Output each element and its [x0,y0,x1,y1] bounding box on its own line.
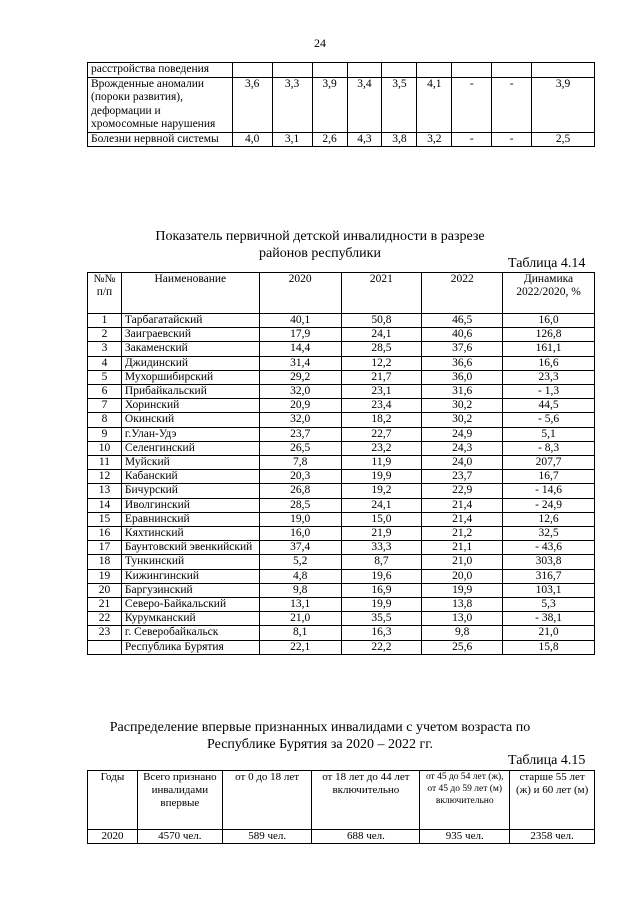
cell-name: Республика Бурятия [121,640,259,654]
cell-dynamics: 23,3 [503,370,595,384]
cell-dynamics: 12,6 [503,512,595,526]
cell-name: Курумканский [121,612,259,626]
cell-value: 4,0 [232,132,272,147]
section2-title [0,719,640,753]
cell-dynamics: - 14,6 [503,484,595,498]
header-name: Наименование [121,273,259,314]
cell-2022: 40,6 [422,328,503,342]
table-4-15 [87,770,595,844]
table-header-row [88,273,595,314]
cell-name: Прибайкальский [121,385,259,399]
table-row [88,328,595,342]
cell-value: 4570 чел. [137,830,222,844]
table-row [88,413,595,427]
cell-2021: 35,5 [341,612,422,626]
cell-name: Северо-Байкальский [121,598,259,612]
cell-name: Заиграевский [121,328,259,342]
cell-dynamics: - 8,3 [503,441,595,455]
cell-dynamics: 303,8 [503,555,595,569]
cell-2021: 8,7 [341,555,422,569]
cell-2020: 31,4 [259,356,341,370]
cell-2020: 8,1 [259,626,341,640]
cell-dynamics: 16,6 [503,356,595,370]
table-row [88,498,595,512]
header-total: Всего признано инвалидами впервые [137,771,222,830]
cell-2021: 21,9 [341,527,422,541]
cell-dynamics: - 5,6 [503,413,595,427]
cell-2022: 46,5 [422,314,503,328]
cell-value: 935 чел. [420,830,510,844]
table-row [88,626,595,640]
cell-value [417,63,452,78]
row-name: расстройства поведения [88,63,233,78]
cell-2021: 22,7 [341,427,422,441]
cell-dynamics: 103,1 [503,583,595,597]
table-row [88,370,595,384]
cell-value: 688 чел. [312,830,420,844]
cell-num: 18 [88,555,122,569]
cell-dynamics: 5,3 [503,598,595,612]
cell-2022: 22,9 [422,484,503,498]
cell-dynamics: 16,0 [503,314,595,328]
cell-value: - [452,77,492,132]
cell-2020: 20,9 [259,399,341,413]
cell-2022: 21,0 [422,555,503,569]
cell-2021: 23,2 [341,441,422,455]
cell-dynamics: 207,7 [503,456,595,470]
header-2021: 2021 [341,273,422,314]
cell-2020: 7,8 [259,456,341,470]
table-row [88,612,595,626]
section1-title-line2: районов республики [259,246,381,261]
cell-2021: 23,1 [341,385,422,399]
cell-num: 5 [88,370,122,384]
table-row [88,569,595,583]
cell-name: Муйский [121,456,259,470]
table-row [88,456,595,470]
cell-value [492,63,532,78]
cell-value: 4,1 [417,77,452,132]
cell-dynamics: 21,0 [503,626,595,640]
cell-value: - [492,77,532,132]
cell-2021: 11,9 [341,456,422,470]
cell-dynamics: 32,5 [503,527,595,541]
section2-title-line2: Республике Бурятия за 2020 – 2022 гг. [207,737,433,752]
cell-2022: 13,8 [422,598,503,612]
cell-2022: 19,9 [422,583,503,597]
cell-2022: 30,2 [422,399,503,413]
header-45-54: от 45 до 54 лет (ж), от 45 до 59 лет (м) включительно [420,771,510,830]
table-row [88,63,595,78]
row-name: Врожденные аномалии (пороки развития), деформации и хромосомные нарушения [88,77,233,132]
cell-2021: 16,3 [341,626,422,640]
header-num: №№ п/п [88,273,122,314]
header-dynamics: Динамика 2022/2020, % [503,273,595,314]
header-18-44: от 18 лет до 44 лет включительно [312,771,420,830]
cell-name: Закаменский [121,342,259,356]
table-4-14-caption: Таблица 4.14 [508,256,586,271]
cell-2020: 37,4 [259,541,341,555]
cell-num: 6 [88,385,122,399]
cell-2020: 20,3 [259,470,341,484]
cell-value [312,63,347,78]
table-row [88,132,595,147]
cell-2020: 17,9 [259,328,341,342]
cell-value: 3,5 [382,77,417,132]
cell-value [232,63,272,78]
cell-name: Окинский [121,413,259,427]
cell-num: 9 [88,427,122,441]
cell-2022: 21,1 [422,541,503,555]
cell-num: 14 [88,498,122,512]
cell-num: 16 [88,527,122,541]
cell-num: 8 [88,413,122,427]
cell-dynamics: - 38,1 [503,612,595,626]
cell-2022: 9,8 [422,626,503,640]
cell-2020: 21,0 [259,612,341,626]
cell-dynamics: - 43,6 [503,541,595,555]
cell-num: 20 [88,583,122,597]
table-row [88,830,595,844]
cell-num: 10 [88,441,122,455]
cell-2022: 24,3 [422,441,503,455]
table-row [88,555,595,569]
cell-2021: 19,9 [341,470,422,484]
cell-2020: 29,2 [259,370,341,384]
table-row [88,342,595,356]
cell-2022: 36,6 [422,356,503,370]
cell-2020: 19,0 [259,512,341,526]
cell-value [272,63,312,78]
cell-2020: 22,1 [259,640,341,654]
cell-name: Джидинский [121,356,259,370]
cell-value: - [452,132,492,147]
top-table [87,62,595,147]
cell-num: 1 [88,314,122,328]
cell-dynamics: 44,5 [503,399,595,413]
cell-value: 3,8 [382,132,417,147]
table-row [88,385,595,399]
cell-name: Кабанский [121,470,259,484]
cell-value: 3,1 [272,132,312,147]
table-row [88,527,595,541]
cell-2021: 22,2 [341,640,422,654]
cell-num: 23 [88,626,122,640]
cell-value [382,63,417,78]
cell-num: 22 [88,612,122,626]
cell-2021: 16,9 [341,583,422,597]
cell-2022: 24,9 [422,427,503,441]
cell-value: 3,4 [347,77,382,132]
cell-2022: 21,4 [422,498,503,512]
header-0-18: от 0 до 18 лет [222,771,312,830]
cell-2020: 26,8 [259,484,341,498]
cell-2021: 19,9 [341,598,422,612]
table-4-15-caption: Таблица 4.15 [508,753,586,768]
cell-name: Баргузинский [121,583,259,597]
cell-value: 589 чел. [222,830,312,844]
header-years: Годы [88,771,138,830]
cell-dynamics: 16,7 [503,470,595,484]
cell-num: 21 [88,598,122,612]
page-number: 24 [314,36,326,50]
cell-value: 4,3 [347,132,382,147]
cell-value [347,63,382,78]
table-row [88,314,595,328]
cell-2021: 19,6 [341,569,422,583]
table-header-row [88,771,595,830]
table-row [88,640,595,654]
cell-2020: 26,5 [259,441,341,455]
cell-2021: 12,2 [341,356,422,370]
cell-2021: 24,1 [341,498,422,512]
cell-2021: 18,2 [341,413,422,427]
cell-value: 3,9 [532,77,595,132]
cell-dynamics: 126,8 [503,328,595,342]
table-row [88,470,595,484]
cell-num: 11 [88,456,122,470]
cell-value: 2,5 [532,132,595,147]
cell-value: - [492,132,532,147]
cell-2022: 23,7 [422,470,503,484]
cell-2020: 23,7 [259,427,341,441]
cell-num: 7 [88,399,122,413]
cell-dynamics: 5,1 [503,427,595,441]
cell-2022: 21,2 [422,527,503,541]
cell-name: Бичурский [121,484,259,498]
cell-2021: 28,5 [341,342,422,356]
cell-num: 12 [88,470,122,484]
header-2022: 2022 [422,273,503,314]
cell-2020: 14,4 [259,342,341,356]
cell-value: 2020 [88,830,138,844]
cell-num: 2 [88,328,122,342]
table-row [88,399,595,413]
cell-2020: 9,8 [259,583,341,597]
cell-2021: 15,0 [341,512,422,526]
cell-value: 3,9 [312,77,347,132]
header-older: старше 55 лет (ж) и 60 лет (м) [510,771,595,830]
cell-2022: 30,2 [422,413,503,427]
table-4-14 [87,272,595,655]
cell-2021: 19,2 [341,484,422,498]
cell-2021: 23,4 [341,399,422,413]
cell-name: Хоринский [121,399,259,413]
cell-value: 3,3 [272,77,312,132]
table-row [88,512,595,526]
row-name: Болезни нервной системы [88,132,233,147]
table-row [88,427,595,441]
table-row [88,541,595,555]
cell-name: Мухоршибирский [121,370,259,384]
cell-name: Кижингинский [121,569,259,583]
cell-2020: 5,2 [259,555,341,569]
table-row [88,484,595,498]
cell-2021: 21,7 [341,370,422,384]
cell-2022: 31,6 [422,385,503,399]
cell-2021: 24,1 [341,328,422,342]
cell-name: Еравнинский [121,512,259,526]
cell-name: Иволгинский [121,498,259,512]
cell-value: 3,6 [232,77,272,132]
cell-dynamics: 161,1 [503,342,595,356]
cell-value: 2,6 [312,132,347,147]
cell-num: 15 [88,512,122,526]
cell-value [452,63,492,78]
cell-dynamics: 316,7 [503,569,595,583]
cell-name: Тункинский [121,555,259,569]
cell-num: 13 [88,484,122,498]
cell-2020: 28,5 [259,498,341,512]
cell-value: 2358 чел. [510,830,595,844]
cell-name: г.Улан-Удэ [121,427,259,441]
cell-dynamics: - 24,9 [503,498,595,512]
header-2020: 2020 [259,273,341,314]
cell-2021: 33,3 [341,541,422,555]
cell-name: Баунтовский эвенкийский [121,541,259,555]
cell-2020: 32,0 [259,385,341,399]
table-row [88,356,595,370]
cell-name: г. Северобайкальск [121,626,259,640]
cell-value: 3,2 [417,132,452,147]
cell-num: 4 [88,356,122,370]
cell-2022: 36,0 [422,370,503,384]
cell-2020: 4,8 [259,569,341,583]
cell-name: Тарбагатайский [121,314,259,328]
section2-title-line1: Распределение впервые признанных инвалидами с учетом возраста по [109,720,531,735]
table-row [88,598,595,612]
cell-num [88,640,122,654]
section1-title-line1: Показатель первичной детской инвалидности в разрезе [155,229,485,244]
cell-dynamics: 15,8 [503,640,595,654]
table-row [88,583,595,597]
cell-2022: 13,0 [422,612,503,626]
cell-name: Кяхтинский [121,527,259,541]
cell-2020: 32,0 [259,413,341,427]
cell-num: 17 [88,541,122,555]
cell-2022: 25,6 [422,640,503,654]
cell-dynamics: - 1,3 [503,385,595,399]
cell-2022: 21,4 [422,512,503,526]
cell-name: Селенгинский [121,441,259,455]
cell-2022: 24,0 [422,456,503,470]
cell-2020: 16,0 [259,527,341,541]
cell-num: 19 [88,569,122,583]
table-row [88,77,595,132]
cell-num: 3 [88,342,122,356]
cell-2021: 50,8 [341,314,422,328]
table-row [88,441,595,455]
cell-2022: 20,0 [422,569,503,583]
cell-2020: 13,1 [259,598,341,612]
cell-2020: 40,1 [259,314,341,328]
cell-2022: 37,6 [422,342,503,356]
cell-value [532,63,595,78]
